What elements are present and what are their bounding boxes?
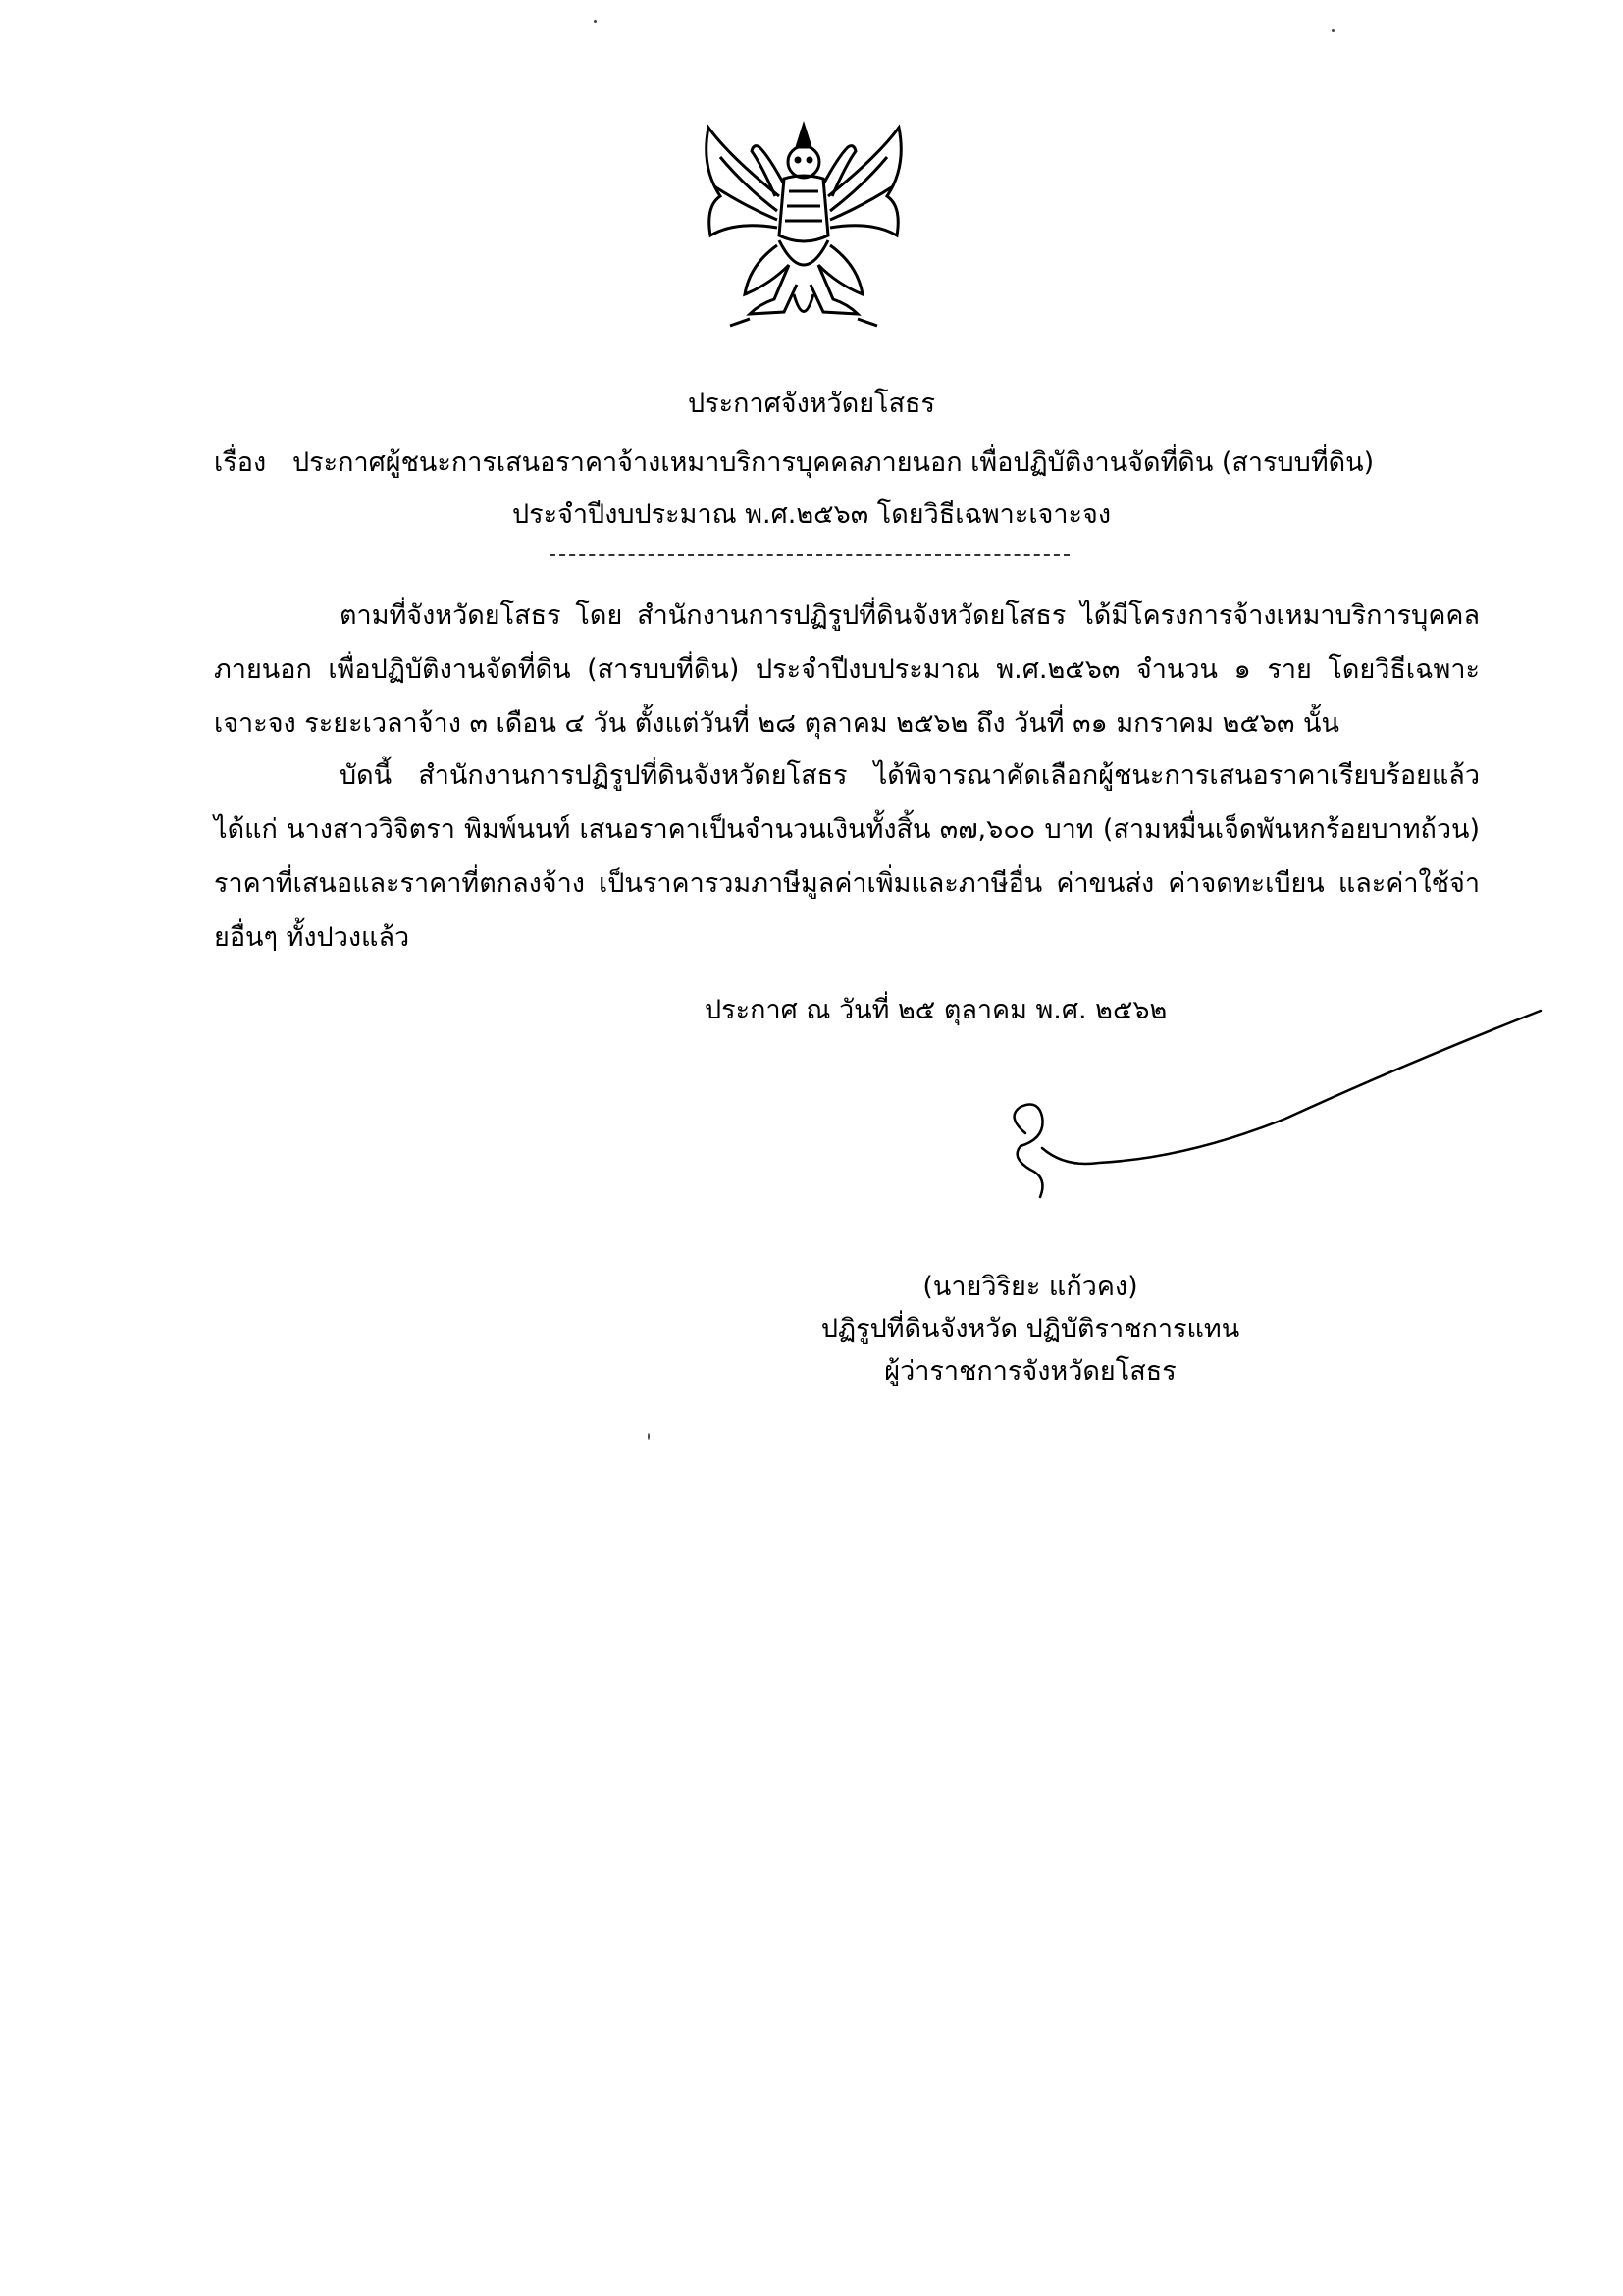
- header-divider: [550, 554, 1070, 556]
- subject-line-2: ประจำปีงบประมาณ พ.ศ.๒๕๖๓ โดยวิธีเฉพาะเจาะจง: [511, 499, 1112, 530]
- paragraph-2-text: บัดนี้ สำนักงานการปฏิรูปที่ดินจังหวัดยโสธร ได้พิจารณาคัดเลือกผู้ชนะการเสนอราคาเรียบร้อยแล้ว ได้แก่ นางสาววิจิตรา พิมพ์นนท์ เสนอราคาเป็นจำนวนเงินทั้งสิ้น ๓๗,๖๐๐ บาท (สามหมื่นเจ็ดพันหกร้อยบาทถ้วน) ราคาที่เสนอและราคาที่ตกลงจ้าง เป็นราคารวมภาษีมูลค่าเพิ่มและภาษีอื่น ค่าขนส่ง ค่าจดทะเบียน และค่าใช้จ่ายอื่นๆ ทั้งปวงแล้ว: [214, 760, 1480, 953]
- body-paragraph-1: [214, 589, 1480, 751]
- body-paragraph-2: [214, 749, 1480, 965]
- scan-speck: [1332, 29, 1335, 32]
- signatory-position-1: ปฏิรูปที่ดินจังหวัด ปฏิบัติราชการแทน: [820, 1314, 1240, 1344]
- subject-label: เรื่อง: [214, 447, 267, 478]
- paragraph-1-text: ตามที่จังหวัดยโสธร โดย สำนักงานการปฏิรูปที่ดินจังหวัดยโสธร ได้มีโครงการจ้างเหมาบริการบุคคลภายนอก เพื่อปฏิบัติงานจัดที่ดิน (สารบบที่ดิน) ประจำปีงบประมาณ พ.ศ.๒๕๖๓ จำนวน ๑ ราย โดยวิธีเฉพาะเจาะจง ระยะเวลาจ้าง ๓ เดือน ๔ วัน ตั้งแต่วันที่ ๒๘ ตุลาคม ๒๕๖๒ ถึง วันที่ ๓๑ มกราคม ๒๕๖๓ นั้น: [214, 600, 1480, 739]
- signatory-name: (นายวิริยะ แก้วคง): [922, 1272, 1138, 1302]
- scan-speck: [648, 1433, 650, 1440]
- announcement-title: ประกาศจังหวัดยโสธร: [687, 389, 936, 419]
- subject-line-1: ประกาศผู้ชนะการเสนอราคาจ้างเหมาบริการบุคคลภายนอก เพื่อปฏิบัติงานจัดที่ดิน (สารบบที่ดิน): [292, 447, 1375, 478]
- garuda-emblem-icon: [691, 118, 916, 334]
- signatory-position-2: ผู้ว่าราชการจังหวัดยโสธร: [884, 1356, 1177, 1386]
- handwritten-signature-icon: [991, 1001, 1560, 1226]
- scan-speck: [594, 20, 597, 23]
- announcement-date: ประกาศ ณ วันที่ ๒๕ ตุลาคม พ.ศ. ๒๕๖๒: [705, 995, 1168, 1025]
